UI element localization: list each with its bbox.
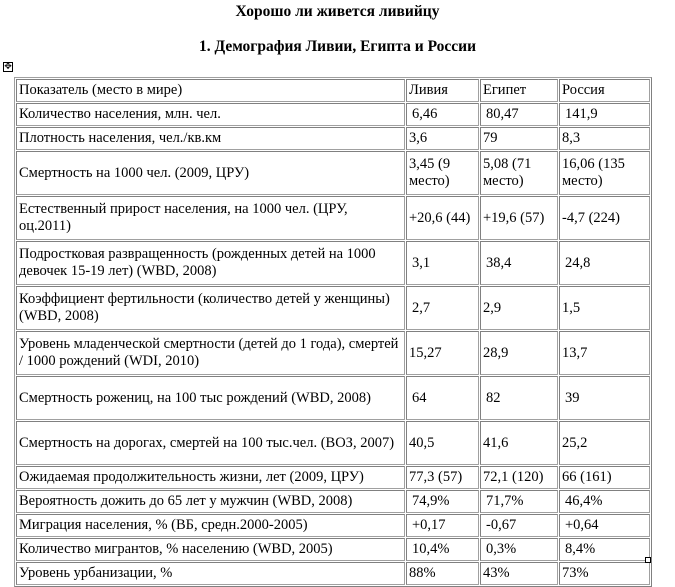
cell-egypt: 5,08 (71 место) xyxy=(480,151,558,195)
table-row xyxy=(16,103,650,126)
table-header-row xyxy=(16,79,650,102)
cell-libya: +0,17 xyxy=(406,514,479,537)
cell-egypt: 80,47 xyxy=(480,103,558,126)
cell-egypt: 2,9 xyxy=(480,286,558,330)
cell-libya: 77,3 (57) xyxy=(406,466,479,489)
cell-russia: 24,8 xyxy=(559,241,650,285)
cell-libya: +20,6 (44) xyxy=(406,196,479,240)
cell-egypt: +19,6 (57) xyxy=(480,196,558,240)
row-label: Подростковая развращенность (рожденных детей на 1000 девочек 15-19 лет) (WBD, 2008) xyxy=(16,241,405,285)
cell-libya: 74,9% xyxy=(406,490,479,513)
table-row xyxy=(16,490,650,513)
table-row xyxy=(16,286,650,330)
cell-russia: 1,5 xyxy=(559,286,650,330)
cell-libya: 15,27 xyxy=(406,331,479,375)
cell-libya: 88% xyxy=(406,562,479,585)
cell-egypt: 41,6 xyxy=(480,421,558,465)
row-label: Смертность на дорогах, смертей на 100 тыс.чел. (ВОЗ, 2007) xyxy=(16,421,405,465)
cell-russia: 8,3 xyxy=(559,127,650,150)
cell-libya: 2,7 xyxy=(406,286,479,330)
cell-russia: 39 xyxy=(559,376,650,420)
cell-egypt: 28,9 xyxy=(480,331,558,375)
row-label: Миграция населения, % (ВБ, средн.2000-2005) xyxy=(16,514,405,537)
cell-libya: 3,45 (9 место) xyxy=(406,151,479,195)
cell-libya: 10,4% xyxy=(406,538,479,561)
cell-egypt: 71,7% xyxy=(480,490,558,513)
cell-libya: 3,1 xyxy=(406,241,479,285)
cell-libya: 64 xyxy=(406,376,479,420)
table-row xyxy=(16,151,650,195)
cell-egypt: 79 xyxy=(480,127,558,150)
row-label: Вероятность дожить до 65 лет у мужчин (WBD, 2008) xyxy=(16,490,405,513)
cell-russia: 16,06 (135 место) xyxy=(559,151,650,195)
row-label: Плотность населения, чел./кв.км xyxy=(16,127,405,150)
header-indicator: Показатель (место в мире) xyxy=(16,79,405,102)
row-label: Уровень урбанизации, % xyxy=(16,562,405,585)
document-title: Хорошо ли живется ливийцу xyxy=(235,3,440,20)
row-label: Количество населения, млн. чел. xyxy=(16,103,405,126)
row-label: Смертность рожениц, на 100 тыс рождений (WBD, 2008) xyxy=(16,376,405,420)
table-row xyxy=(16,376,650,420)
cell-russia: 25,2 xyxy=(559,421,650,465)
cell-egypt: -0,67 xyxy=(480,514,558,537)
table-row xyxy=(16,466,650,489)
row-label: Количество мигрантов, % населению (WBD, 2005) xyxy=(16,538,405,561)
cell-russia: 13,7 xyxy=(559,331,650,375)
table-move-handle-icon[interactable]: ✥ xyxy=(4,62,12,72)
cell-libya: 6,46 xyxy=(406,103,479,126)
header-libya: Ливия xyxy=(406,79,479,102)
row-label: Уровень младенческой смертности (детей до 1 года), смертей / 1000 рождений (WDI, 2010) xyxy=(16,331,405,375)
cell-egypt: 43% xyxy=(480,562,558,585)
table-row xyxy=(16,331,650,375)
cell-russia: -4,7 (224) xyxy=(559,196,650,240)
cell-egypt: 0,3% xyxy=(480,538,558,561)
table-row xyxy=(16,196,650,240)
cell-russia: 66 (161) xyxy=(559,466,650,489)
table-row xyxy=(16,127,650,150)
row-label: Смертность на 1000 чел. (2009, ЦРУ) xyxy=(16,151,405,195)
table-row xyxy=(16,562,650,585)
cell-russia: 8,4% xyxy=(559,538,650,561)
header-russia: Россия xyxy=(559,79,650,102)
row-label: Естественный прирост населения, на 1000 чел. (ЦРУ, оц.2011) xyxy=(16,196,405,240)
demography-table xyxy=(14,77,652,587)
row-label: Ожидаемая продолжительность жизни, лет (2009, ЦРУ) xyxy=(16,466,405,489)
table-row xyxy=(16,421,650,465)
table-row xyxy=(16,514,650,537)
row-label: Коэффициент фертильности (количество детей у женщины) (WBD, 2008) xyxy=(16,286,405,330)
cell-egypt: 82 xyxy=(480,376,558,420)
cell-russia: 46,4% xyxy=(559,490,650,513)
cell-libya: 40,5 xyxy=(406,421,479,465)
section-heading: 1. Демография Ливии, Египта и России xyxy=(198,38,477,55)
header-egypt: Египет xyxy=(480,79,558,102)
cell-egypt: 72,1 (120) xyxy=(480,466,558,489)
table-row xyxy=(16,241,650,285)
cell-libya: 3,6 xyxy=(406,127,479,150)
table-resize-handle-icon[interactable] xyxy=(645,557,651,563)
table-row xyxy=(16,538,650,561)
cell-russia: 73% xyxy=(559,562,650,585)
cell-egypt: 38,4 xyxy=(480,241,558,285)
cell-russia: 141,9 xyxy=(559,103,650,126)
cell-russia: +0,64 xyxy=(559,514,650,537)
